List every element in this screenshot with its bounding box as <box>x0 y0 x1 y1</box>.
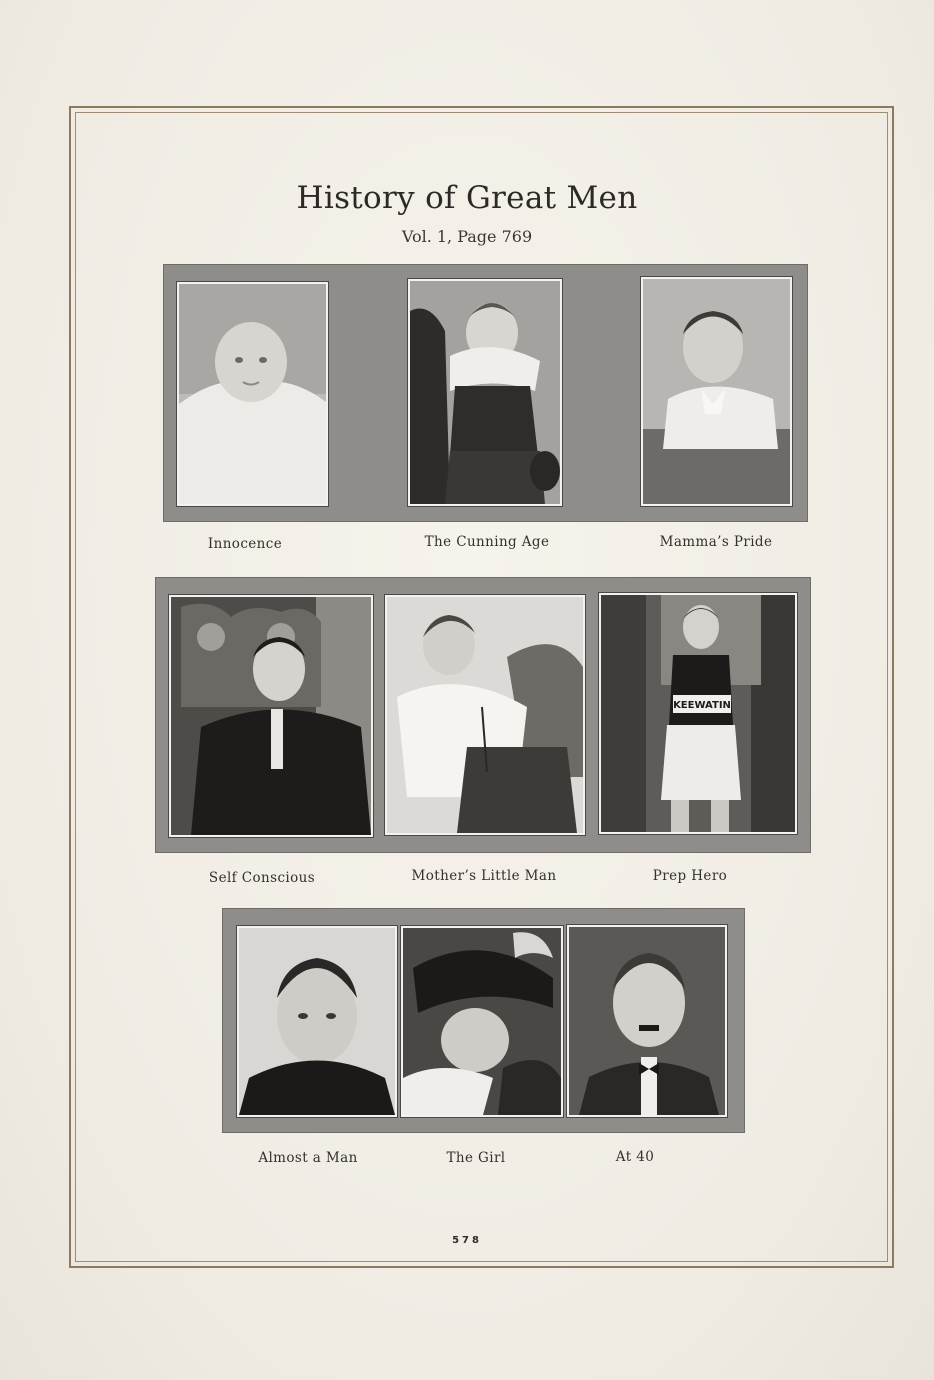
caption-self-conscious: Self Conscious <box>208 870 316 886</box>
caption-innocence: Innocence <box>207 536 283 552</box>
caption-mammas-pride: Mamma’s Pride <box>659 534 773 550</box>
photo-mammas-pride <box>641 277 792 506</box>
caption-prep-hero: Prep Hero <box>652 868 728 884</box>
caption-the-cunning-age: The Cunning Age <box>424 534 550 550</box>
photo-the-cunning-age <box>408 279 562 506</box>
caption-almost-a-man: Almost a Man <box>258 1150 358 1166</box>
page-subtitle: Vol. 1, Page 769 <box>401 227 533 246</box>
photo-self-conscious <box>169 595 373 837</box>
photo-mothers-little-man <box>385 595 585 835</box>
shirt-text: KEEWATIN <box>673 700 731 711</box>
photo-almost-a-man <box>237 926 397 1117</box>
page-title: History of Great Men <box>296 180 638 216</box>
photo-innocence <box>177 282 328 506</box>
caption-mothers-little-man: Mother’s Little Man <box>411 868 557 884</box>
photo-the-girl <box>401 926 563 1117</box>
caption-the-girl: The Girl <box>446 1150 506 1166</box>
page-number: 578 <box>452 1235 482 1246</box>
photo-at-40 <box>567 925 727 1117</box>
caption-at-40: At 40 <box>615 1149 655 1165</box>
photo-prep-hero <box>599 593 797 834</box>
